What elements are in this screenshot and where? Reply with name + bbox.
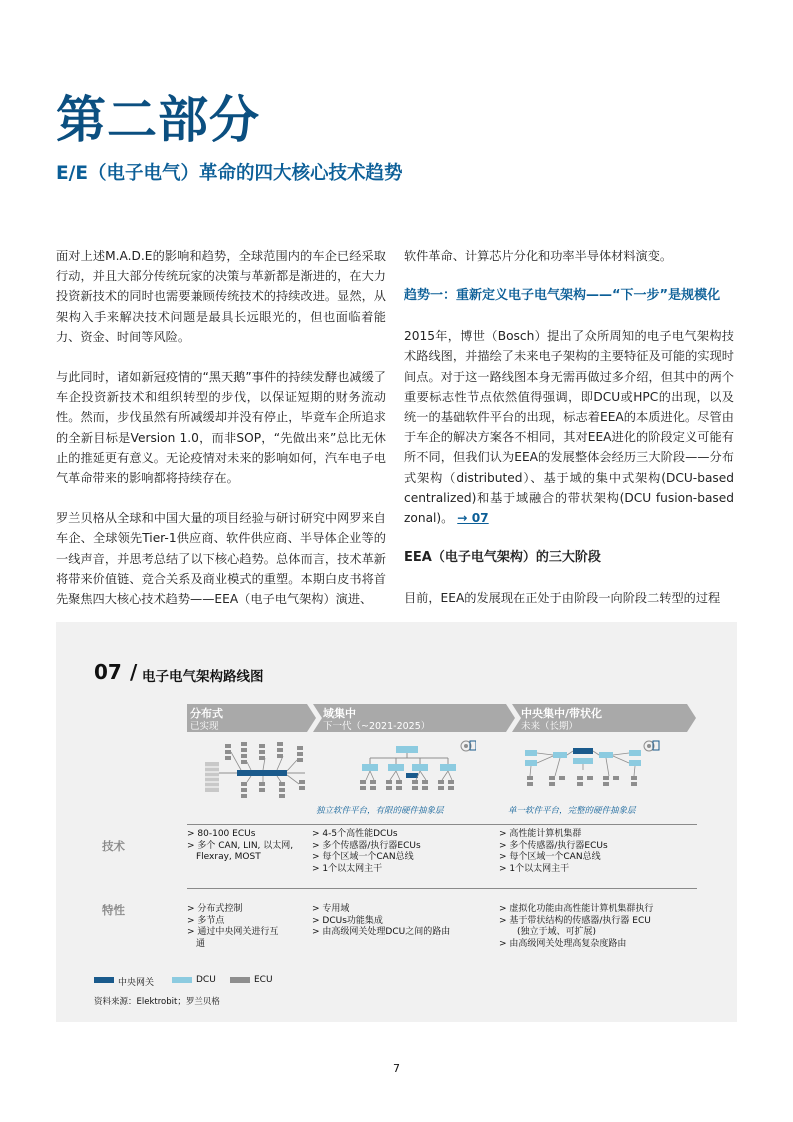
roadmap-arrow — [187, 704, 698, 732]
legend-label: DCU — [196, 975, 216, 985]
cell-line: > 每个区域一个CAN总线 — [499, 852, 601, 862]
figure-reference-link[interactable]: → 07 — [457, 511, 489, 526]
page-number: 7 — [393, 1062, 400, 1075]
feature-cell-domain — [312, 904, 450, 939]
cell-line: (独立于域、可扩展) — [517, 927, 597, 937]
paragraph: 与此同时，诸如新冠疫情的“黑天鹅”事件的持续发酵也减缓了车企投资新技术和组织转型的步伐，以保证短期的财务流动性。然而，步伐虽然有所减缓却并没有停止，毕竟车企所追求的全新目标是Version 1.0，而非SOP，“先做出来”总比无休止的推延更有意义。无论疫情对未来的影响如何，汽车电子电气革命带来的影响都将持续存在。 — [56, 370, 386, 486]
central-zonal-diagram — [521, 740, 661, 802]
stage-3-sub: 未来（长期） — [521, 721, 579, 732]
figure-panel — [56, 622, 737, 1022]
row-label-technology: 技术 — [102, 839, 125, 853]
cell-line: > 专用域 — [312, 904, 350, 914]
cell-line: > 高性能计算机集群 — [499, 829, 582, 839]
stage-3-name: 中央集中/带状化 — [521, 707, 603, 720]
feature-cell-distributed — [187, 904, 278, 950]
tech-cell-domain — [312, 829, 421, 875]
cell-line: > 虚拟化功能由高性能计算机集群执行 — [499, 904, 654, 914]
divider — [187, 824, 697, 825]
stage-2-name: 域集中 — [323, 707, 356, 720]
cell-line: > 80-100 ECUs — [187, 829, 256, 839]
divider — [187, 888, 697, 889]
cell-line: > 4-5个高性能DCUs — [312, 829, 398, 839]
figure-number: 07 — [94, 660, 122, 684]
cell-line: 通 — [196, 938, 206, 949]
cell-line: > 1个以太网主干 — [312, 863, 383, 874]
cell-line: > DCUs功能集成 — [312, 915, 383, 926]
cell-line: > 多个传感器/执行器ECUs — [499, 840, 608, 851]
note-stage-2: 独立软件平台，有限的硬件抽象层 — [316, 806, 444, 816]
domain-centralized-diagram — [356, 740, 476, 802]
legend-swatch-dcu — [172, 977, 192, 983]
cell-line: > 1个以太网主干 — [499, 863, 570, 874]
section-heading: EEA（电子电气架构）的三大阶段 — [404, 550, 601, 566]
paragraph-text: 2015年，博世（Bosch）提出了众所周知的电子电气架构技术路线图，并描绘了未来电子架构的主要特征及可能的实现时间点。对于这一路线图本身无需再做过多介绍，但其中的两个重要标志性节点依然值得强调，即DCU或HPC的出现，以及统一的基础软件平台的出现，标志着EEA的本质进化。尽管由于车企的解决方案各不相同，其对EEA进化的阶段定义可能有所不同，但我们认为EEA的发展整体会经历三大阶段——分布式架构（distributed）、基于域的集中式架构(DCU-based centralized)和基于域融合的带状架构(DCU fusion-based zonal)。 — [404, 329, 734, 526]
right-column — [404, 246, 734, 628]
cell-line: > 多节点 — [187, 915, 225, 926]
paragraph: 目前，EEA的发展现在正处于由阶段一向阶段二转型的过程 — [404, 591, 721, 606]
cell-line: > 每个区域一个CAN总线 — [312, 852, 414, 862]
figure-slash: / — [130, 660, 138, 684]
feature-cell-zonal — [499, 904, 653, 950]
stage-1-sub: 已实现 — [190, 721, 219, 732]
figure-title: 电子电气架构路线图 — [142, 669, 264, 685]
paragraph: 面对上述M.A.D.E的影响和趋势，全球范围内的车企已经采取行动，并且大部分传统玩家的决策与革新都是渐进的，在大力投资新技术的同时也需要兼顾传统技术的持续改进。显然，从架构入手来解决技术问题是最具长远眼光的，但也面临着能力、资金、时间等风险。 — [56, 249, 386, 344]
page-title: 第二部分 — [56, 91, 260, 149]
trend-heading: 趋势一：重新定义电子电气架构——“下一步”是规模化 — [404, 288, 721, 304]
tech-cell-distributed — [187, 829, 293, 864]
paragraph: 软件革命、计算芯片分化和功率半导体材料演变。 — [404, 249, 673, 263]
row-label-characteristics: 特性 — [102, 903, 125, 917]
cell-line: > 由高级网关处理高复杂度路由 — [499, 938, 627, 949]
cell-line: > 基于带状结构的传感器/执行器 ECU — [499, 915, 651, 926]
cell-line: > 通过中央网关进行互 — [187, 927, 279, 937]
legend-label: ECU — [254, 975, 273, 985]
legend-swatch-ecu — [230, 977, 250, 983]
left-column — [56, 246, 386, 629]
note-stage-3: 单一软件平台，完整的硬件抽象层 — [508, 806, 636, 816]
paragraph — [404, 326, 734, 528]
page-subtitle: E/E（电子电气）革命的四大核心技术趋势 — [56, 163, 403, 184]
legend-swatch-central-gateway — [94, 977, 114, 983]
distributed-architecture-diagram — [201, 740, 321, 802]
cell-line: > 分布式控制 — [187, 904, 243, 914]
figure-source: 资料来源：Elektrobit；罗兰贝格 — [94, 997, 220, 1007]
paragraph: 罗兰贝格从全球和中国大量的项目经验与研讨研究中网罗来自车企、全球领先Tier-1供应商、软件供应商、半导体企业等的一线声音，并思考总结了以下核心趋势。总体而言，技术革新将带来价值链、竞合关系及商业模式的重塑。本期白皮书将首先聚焦四大核心技术趋势——EEA（电子电气架构）演进、 — [56, 511, 386, 607]
cell-line: > 多个 CAN, LIN, 以太网, — [187, 840, 294, 851]
cell-line: Flexray, MOST — [196, 852, 261, 862]
cell-line: > 由高级网关处理DCU之间的路由 — [312, 927, 451, 937]
stage-2-sub: 下一代（~2021-2025） — [323, 721, 431, 732]
tech-cell-zonal — [499, 829, 608, 875]
legend-label: 中央网关 — [118, 978, 155, 988]
stage-1-name: 分布式 — [190, 707, 223, 720]
cell-line: > 多个传感器/执行器ECUs — [312, 840, 421, 851]
